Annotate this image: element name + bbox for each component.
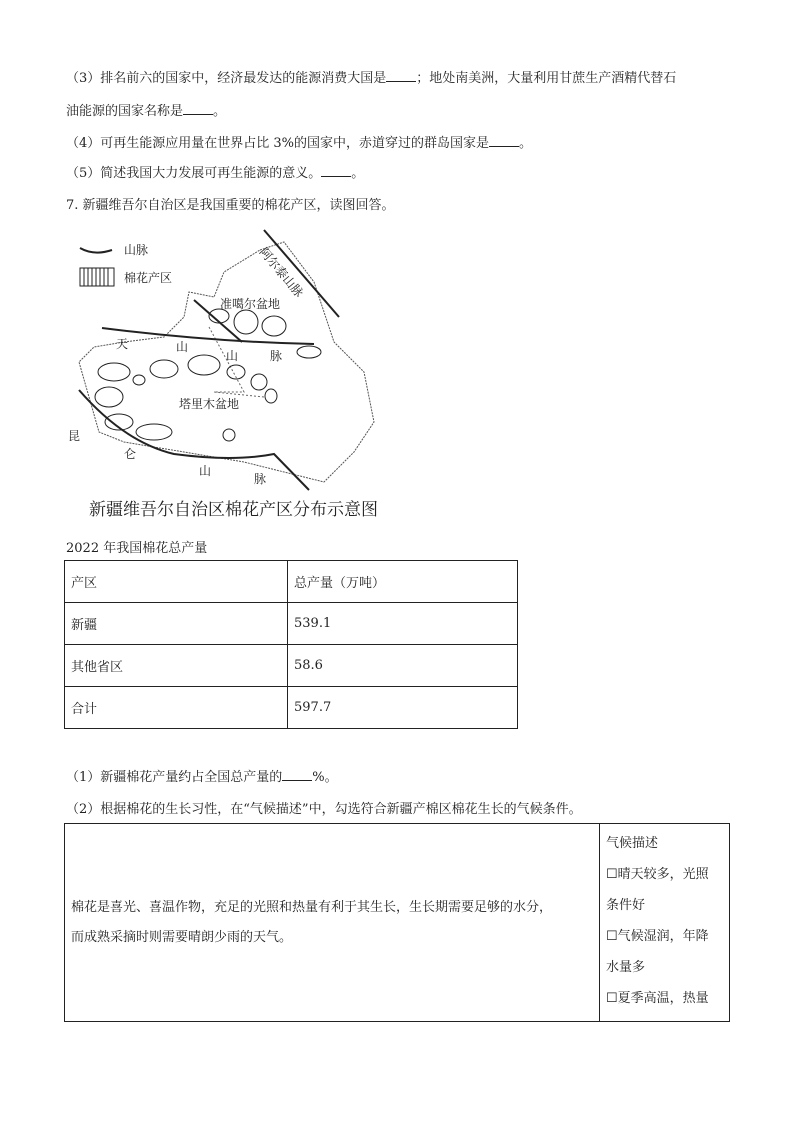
map-label: 山 — [176, 340, 189, 354]
answer-blank[interactable] — [489, 136, 519, 147]
table-cell: 合计 — [65, 687, 288, 729]
sub-question-2: （2）根据棉花的生长习性，在“气候描述”中，勾选符合新疆产棉区棉花生长的气候条件。 — [66, 802, 582, 817]
cotton-areas — [95, 309, 321, 441]
map-label: 天 — [116, 337, 129, 351]
tarim-label: 塔里木盆地 — [179, 397, 240, 411]
legend-cotton-label: 棉花产区 — [124, 271, 173, 285]
climate-table — [64, 823, 730, 1022]
xinjiang-cotton-map — [64, 222, 414, 522]
table-cell: 597.7 — [288, 687, 518, 729]
option-text: 水量多 — [606, 960, 646, 975]
cotton-description: 棉花是喜光、喜温作物，充足的光照和热量有利于其生长，生长期需要足够的水分， 而成熟采摘时则需要晴朗少雨的天气。 — [65, 824, 600, 1022]
option-text: 条件好 — [606, 898, 646, 913]
question-3-line1: （3）排名前六的国家中，经济最发达的能源消费大国是 ；地处南美洲，大量利用甘蔗生产酒精代替石 — [66, 71, 677, 86]
question-3-line2: 油能源的国家名称是 。 — [66, 104, 227, 119]
cotton-production-table — [64, 560, 518, 729]
checkbox-hot-summer[interactable]: ☐夏季高温，热量 — [606, 991, 709, 1006]
question-4: （4）可再生能源应用量在世界占比 3%的国家中，赤道穿过的群岛国家是 。 — [66, 136, 533, 151]
legend-cotton-icon — [80, 268, 114, 286]
map-label: 脉 — [270, 349, 283, 363]
table-row — [65, 645, 518, 687]
question-5: （5）简述我国大力发展可再生能源的意义。 。 — [66, 166, 365, 181]
table-title: 2022 年我国棉花总产量 — [66, 541, 208, 556]
table-cell: 58.6 — [288, 645, 518, 687]
climate-header: 气候描述 — [606, 836, 659, 851]
table-cell: 新疆 — [65, 603, 288, 645]
table-header: 产区 — [65, 561, 288, 603]
answer-blank[interactable] — [183, 104, 213, 115]
question-7: 7. 新疆维吾尔自治区是我国重要的棉花产区，读图回答。 — [66, 198, 395, 213]
altai-label: 阿尔泰山脉 — [256, 244, 307, 300]
legend-mountain-label: 山脉 — [124, 243, 149, 257]
map-caption: 新疆维吾尔自治区棉花产区分布示意图 — [89, 500, 378, 520]
checkbox-humid[interactable]: ☐气候湿润，年降 — [606, 929, 709, 944]
map-label: 脉 — [254, 472, 267, 486]
sub-question-1: （1）新疆棉花产量约占全国总产量的 %。 — [66, 770, 338, 785]
answer-blank[interactable] — [386, 71, 416, 82]
table-header: 总产量（万吨） — [288, 561, 518, 603]
answer-blank[interactable] — [282, 770, 312, 781]
checkbox-sunny[interactable]: ☐晴天较多，光照 — [606, 867, 709, 882]
tianshan-mountains — [102, 328, 314, 344]
table-cell: 其他省区 — [65, 645, 288, 687]
table-row — [65, 687, 518, 729]
junggar-label: 准噶尔盆地 — [220, 297, 281, 311]
climate-options — [600, 824, 730, 1022]
table-row — [65, 603, 518, 645]
answer-blank[interactable] — [321, 166, 351, 177]
table-cell: 539.1 — [288, 603, 518, 645]
map-label: 仑 — [124, 447, 137, 461]
map-label: 山 — [226, 349, 239, 363]
legend-mountain-icon — [80, 248, 112, 253]
map-label: 山 — [199, 464, 212, 478]
map-label: 昆 — [68, 429, 81, 443]
